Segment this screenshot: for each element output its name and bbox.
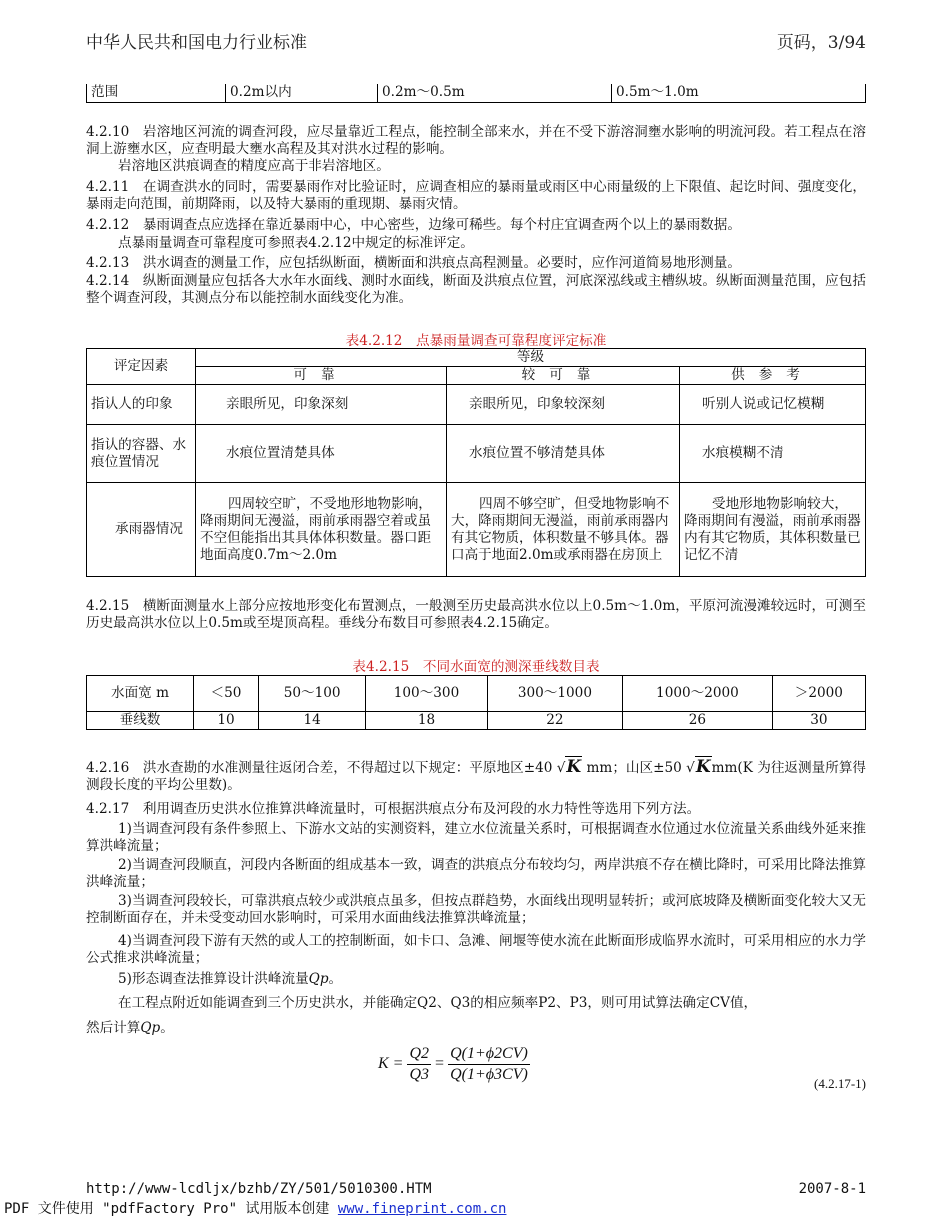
clause-text: mm(K bbox=[711, 760, 753, 776]
pdf-factory-note bbox=[4, 1198, 506, 1218]
table-cell: 受地形地物影响较大，降雨期间有漫溢，雨前承雨器内有其它物质，其体积数量已记忆不清 bbox=[680, 483, 866, 577]
table-4-2-15-caption: 表4.2.15 不同水面宽的测深垂线数目表 bbox=[352, 659, 600, 675]
clause-4-2-13: 4.2.13 洪水调查的测量工作，应包括纵断面，横断面和洪痕点高程测量。必要时，应作河道简易地形测量。 bbox=[86, 255, 741, 271]
formula-term: Q3 bbox=[409, 1066, 430, 1083]
method-4: 4)当调查河段下游有天然的或人工的控制断面，如卡口、急滩、闸堰等使水流在此断面形成临界水流时，可采用相应的水力学公式推求洪峰流量； bbox=[86, 933, 867, 966]
table-cell: 水痕位置不够清楚具体 bbox=[447, 425, 680, 483]
qp-symbol: Qp bbox=[308, 971, 329, 987]
table-cell: 亲眼所见，印象深刻 bbox=[196, 385, 447, 425]
clause-text: 4.2.16 洪水查勘的水准测量往返闭合差，不得超过以下规定：平原地区±40 bbox=[86, 760, 553, 776]
clause-text: 为往返测量所算得测段长度的平均公里数)。 bbox=[86, 760, 867, 793]
table-row bbox=[87, 425, 866, 483]
table-cell: ＞2000 bbox=[772, 676, 865, 712]
clause-4-2-12-note: 点暴雨量调查可靠程度可参照表4.2.12中规定的标准评定。 bbox=[118, 235, 474, 251]
formula-term: Q2 bbox=[409, 1045, 430, 1062]
method-1: 1)当调查河段有条件参照上、下游水文站的实测资料，建立水位流量关系时，可根据调查水位通过水位流量关系曲线外延来推算洪峰流量； bbox=[86, 821, 867, 854]
grade-header: 等级 bbox=[196, 349, 866, 367]
formula-equals: = bbox=[435, 1055, 445, 1073]
fraction bbox=[448, 1044, 530, 1085]
method-2: 2)当调查河段顺直，河段内各断面的组成基本一致，调查的洪痕点分布较均匀，两岸洪痕不存在横比降时，可采用比降法推算洪峰流量； bbox=[86, 857, 867, 890]
table-cell: 22 bbox=[487, 712, 622, 730]
table-row bbox=[87, 483, 866, 577]
table-cell: 0.2m以内 bbox=[226, 84, 378, 102]
table-row bbox=[87, 385, 866, 425]
clause-4-2-16 bbox=[86, 759, 866, 794]
document-title: 中华人民共和国电力行业标准 bbox=[86, 33, 307, 53]
factor-cell: 指认人的印象 bbox=[87, 385, 196, 425]
table-cell: 14 bbox=[259, 712, 366, 730]
table-cell: 26 bbox=[623, 712, 773, 730]
factor-cell: 指认的容器、水痕位置情况 bbox=[87, 425, 196, 483]
clause-4-2-17: 4.2.17 利用调查历史洪水位推算洪峰流量时，可根据洪痕点分布及河段的水力特性等选用下列方法。 bbox=[86, 801, 701, 817]
table-cell: 四周较空旷，不受地形地物影响，降雨期间无漫溢，雨前承雨器空着或虽不空但能指出其具体体积数量。器口距地面高度0.7m～2.0m bbox=[196, 483, 447, 577]
factor-header: 评定因素 bbox=[87, 349, 196, 385]
table-row bbox=[87, 349, 866, 367]
table-cell: 1000～2000 bbox=[623, 676, 773, 712]
fineprint-link[interactable]: www.fineprint.com.cn bbox=[337, 1201, 507, 1217]
clause-4-2-10-note: 岩溶地区洪痕调查的精度应高于非岩溶地区。 bbox=[118, 158, 390, 174]
table-cell: 0.5m～1.0m bbox=[612, 84, 866, 102]
clause-4-2-11: 4.2.11 在调查洪水的同时，需要暴雨作对比验证时，应调查相应的暴雨量或雨区中心雨量级的上下限值、起讫时间、强度变化，暴雨走向范围，前期降雨，以及特大暴雨的重现期、暴雨灾情。 bbox=[86, 179, 866, 212]
factor-cell: 承雨器情况 bbox=[87, 483, 196, 577]
table-row bbox=[87, 676, 866, 712]
table-cell: 四周不够空旷，但受地物影响不大，降雨期间无漫溢，雨前承雨器内有其它物质，体积数量不够具体。器口高于地面2.0m或承雨器在房顶上 bbox=[447, 483, 680, 577]
table-4-2-12-caption: 表4.2.12 点暴雨量调查可靠程度评定标准 bbox=[345, 333, 607, 349]
fraction bbox=[407, 1044, 431, 1085]
clause-4-2-15: 4.2.15 横断面测量水上部分应按地形变化布置测点，一般测至历史最高洪水位以上0.5m～1.0m，平原河流漫滩较远时，可测至历史最高洪水位以上0.5m或至堤顶高程。垂线分布数目可参照表4.2.15确定。 bbox=[86, 598, 866, 631]
formula-term: Q(1+ϕ3CV) bbox=[450, 1066, 528, 1083]
row-header: 垂线数 bbox=[87, 712, 194, 730]
footer-date: 2007-8-1 bbox=[798, 1181, 866, 1197]
formula-lhs: K = bbox=[378, 1055, 404, 1073]
level-header: 可靠 bbox=[196, 367, 447, 385]
table-cell: 100～300 bbox=[366, 676, 487, 712]
table-row bbox=[87, 84, 866, 102]
pdf-note-text: PDF 文件使用 "pdfFactory Pro" 试用版本创建 bbox=[4, 1201, 330, 1217]
sqrt-symbol: √K bbox=[556, 757, 582, 777]
sqrt-symbol: √K bbox=[686, 757, 711, 777]
table-cell: ＜50 bbox=[194, 676, 259, 712]
table-cell: 亲眼所见，印象较深刻 bbox=[447, 385, 680, 425]
table-cell: 听别人说或记忆模糊 bbox=[680, 385, 866, 425]
final-paragraph-end: 然后计算Qp。 bbox=[86, 1020, 174, 1036]
footer-url: http://www-lcdljx/bzhb/ZY/501/5010300.HTM bbox=[86, 1181, 432, 1197]
page-indicator: 页码，3/94 bbox=[776, 33, 866, 53]
method-3: 3)当调查河段较长，可靠洪痕点较少或洪痕点虽多，但按点群趋势，水面线出现明显转折；或河底坡降及横断面变化较大又无控制断面存在，并未受变动回水影响时，可采用水面曲线法推算洪峰流量； bbox=[86, 893, 867, 926]
formula-4-2-17-1 bbox=[378, 1044, 530, 1085]
table-cell: 水痕位置清楚具体 bbox=[196, 425, 447, 483]
clause-text: mm；山区±50 bbox=[586, 760, 682, 776]
level-header: 较可靠 bbox=[447, 367, 680, 385]
table-row bbox=[87, 712, 866, 730]
final-paragraph: 在工程点附近如能调查到三个历史洪水，并能确定Q2、Q3的相应频率P2、P3，则可用试算法确定CV值， bbox=[118, 995, 758, 1011]
level-header: 供参考 bbox=[680, 367, 866, 385]
row-header: 水面宽 m bbox=[87, 676, 194, 712]
clause-4-2-14: 4.2.14 纵断面测量应包括各大水年水面线、测时水面线，断面及洪痕点位置，河底深泓线或主槽纵坡。纵断面测量范围，应包括整个调查河段，其测点分布以能控制水面线变化为准。 bbox=[86, 273, 866, 306]
table-cell: 0.2m～0.5m bbox=[378, 84, 612, 102]
table-cell: 水痕模糊不清 bbox=[680, 425, 866, 483]
method-5: 5)形态调查法推算设计洪峰流量Qp。 bbox=[118, 971, 343, 987]
qp-symbol: Qp bbox=[140, 1020, 161, 1036]
table-cell: 300～1000 bbox=[487, 676, 622, 712]
table-cell: 10 bbox=[194, 712, 259, 730]
table-row bbox=[87, 367, 866, 385]
table-4-2-12 bbox=[86, 348, 866, 577]
top-range-table bbox=[86, 84, 866, 103]
table-cell: 30 bbox=[772, 712, 865, 730]
clause-4-2-10: 4.2.10 岩溶地区河流的调查河段，应尽量靠近工程点，能控制全部来水，并在不受下游溶洞壅水影响的明流河段。若工程点在溶洞上游壅水区，应查明最大壅水高程及其对洪水过程的影响。 bbox=[86, 124, 866, 157]
formula-number: (4.2.17-1) bbox=[814, 1076, 866, 1091]
table-cell: 范围 bbox=[87, 84, 226, 102]
table-cell: 18 bbox=[366, 712, 487, 730]
formula-term: Q(1+ϕ2CV) bbox=[450, 1045, 528, 1062]
table-4-2-15 bbox=[86, 675, 866, 730]
clause-4-2-12: 4.2.12 暴雨调查点应选择在靠近暴雨中心，中心密些，边缘可稀些。每个村庄宜调查两个以上的暴雨数据。 bbox=[86, 217, 741, 233]
table-cell: 50～100 bbox=[259, 676, 366, 712]
